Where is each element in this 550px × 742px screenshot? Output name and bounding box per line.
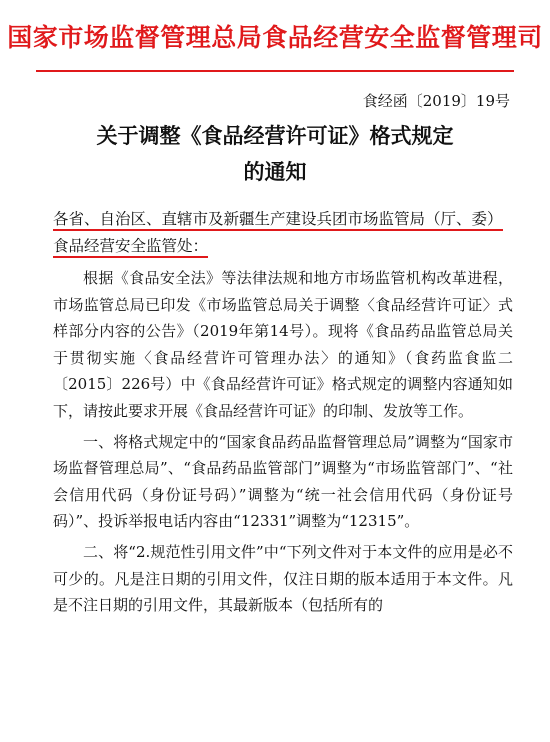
paragraph: 一、将格式规定中的“国家食品药品监督管理总局”调整为“国家市场监督管理总局”、“食品药品监管部门”调整为“市场监管部门”、“社会信用代码（身份证号码）”调整为“统一社会信用代码（身份证号码）”、投诉举报电话内容由“12331”调整为“12315”。 [53, 432, 513, 531]
document-title [0, 118, 550, 190]
addressee-line-1: 各省、自治区、直辖市及新疆生产建设兵团市场监管局（厅、委） [53, 210, 503, 231]
title-line-2: 的通知 [243, 159, 307, 184]
addressee [53, 206, 513, 260]
letterhead: 国家市场监督管理总局食品经营安全监督管理司 [7, 23, 543, 52]
paragraph: 二、将“2.规范性引用文件”中“下列文件对于本文件的应用是必不可少的。凡是注日期的引用文件，仅注日期的版本适用于本文件。凡是不注日期的引用文件，其最新版本（包括所有的 [53, 542, 513, 615]
letterhead-rule [36, 70, 514, 72]
addressee-line-2: 食品经营安全监管处： [53, 237, 208, 258]
title-line-1: 关于调整《食品经营许可证》格式规定 [96, 123, 454, 148]
paragraph: 根据《食品安全法》等法律法规和地方市场监管机构改革进程，市场监管总局已印发《市场监管总局关于调整〈食品经营许可证〉式样部分内容的公告》（2019年第14号）。现将《食品药品监管总局关于贯彻实施〈食品经营许可管理办法〉的通知》（食药监食监二〔2015〕226号）中《食品经营许可证》格式规定的调整内容通知如下，请按此要求开展《食品经营许可证》的印制、发放等工作。 [53, 269, 513, 420]
document-number: 食经函〔2019〕19号 [362, 92, 510, 110]
document-body [53, 265, 513, 619]
